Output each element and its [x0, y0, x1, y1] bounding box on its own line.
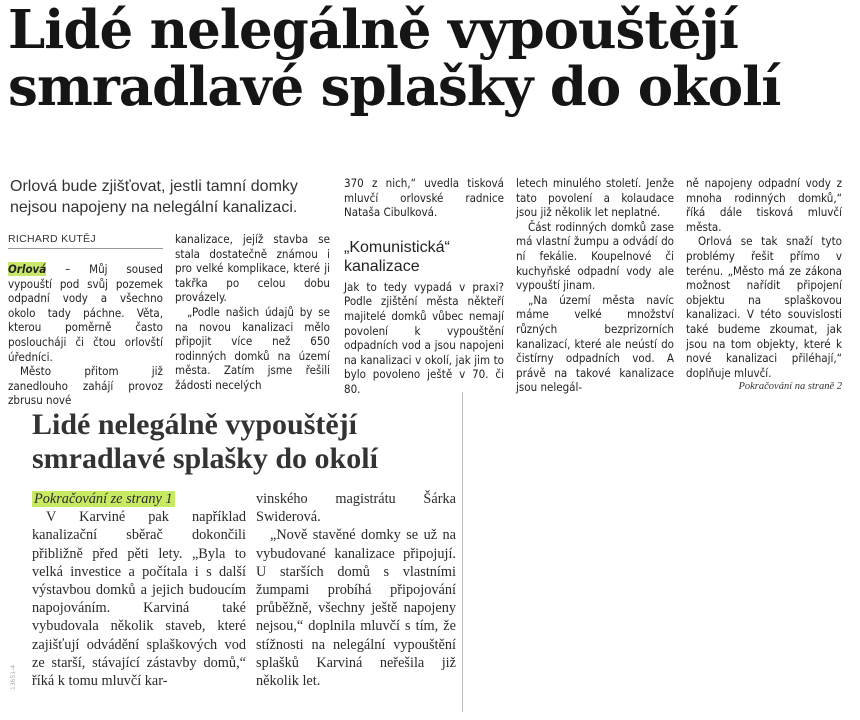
- article2-column-2: [256, 490, 456, 690]
- byline: RICHARD KUTĚJ: [8, 233, 96, 245]
- article2-column-2-paragraph-2: „Nově stavěné domky se už na vybudované kanalizace připojují. U starších domů s vlastními žumpami probíhá připojování průběžně, všechny ještě napojeny nejsou,“ doplnila mluvčí s tím, že stížnosti na nelegální vypouštění splašků Karviná neřešila již několik let.: [256, 527, 456, 690]
- continued-from-highlight: Pokračování ze strany 1: [34, 491, 173, 507]
- column-1-paragraph-1: [8, 262, 163, 364]
- article2-column-2-paragraph-1: vinského magistrátu Šárka Swiderová.: [256, 491, 456, 526]
- article-headline: [8, 2, 848, 116]
- column-3-paragraph-2: Jak to tedy vypadá v praxi? Podle zjištění města někteří majitelé domků vůbec nemají povolení k vypouštění odpadních vod a jsou napojeni na kanalizaci v okolí, jak jim to bylo povoleno ještě v 70. či 80.: [344, 279, 504, 396]
- continuation-headline-line-2: smradlavé splašky do okolí: [32, 442, 378, 475]
- article1-column-1: [8, 262, 163, 408]
- column-5-paragraph-1: ně napojeny odpadní vody z mnoha rodinných domků,“ říká dále tisková mluvčí města.: [686, 176, 842, 234]
- article1-column-5: [686, 176, 842, 395]
- column-4-paragraph-1: letech minulého století. Jenže tato povolení a kolaudace jsou již několik let neplatné.: [516, 176, 674, 220]
- headline-line-2: smradlavé splašky do okolí: [8, 56, 781, 118]
- column-2-paragraph-2: „Podle našich údajů by se na novou kanalizaci mělo připojit více než 650 rodinných domků na území města. Zatím jsme řešili žádosti necelých: [175, 304, 330, 392]
- article1-column-3: [344, 176, 504, 397]
- column-4-paragraph-3: „Na území města navíc máme velké množství různých bezprizorních kanalizací, které ale neústí do čistírny odpadních vod. A právě na takové kanalizace jsou nelegál-: [516, 292, 674, 395]
- column-3-paragraph-1: 370 z nich,“ uvedla tisková mluvčí orlovské radnice Nataša Cibulková.: [344, 176, 504, 220]
- column-1-paragraph-2: Město přitom již zanedlouho zahájí provoz zbrusu nové: [8, 364, 163, 408]
- column-5-paragraph-2: Orlová se tak snaží tyto problémy řešit přímo v terénu. „Město má ze zákona možnost nařídit připojení objektu na splaškovou kanalizaci. V této souvislosti také budeme zkoumat, jak jsou na tom objekty, které k nové kanalizaci přiléhají,“ doplňuje mluvčí.: [686, 234, 842, 380]
- continued-from-line: [32, 490, 246, 508]
- place-highlight: Orlová: [8, 262, 47, 276]
- column-1-text: – Můj soused vypouští pod svůj pozemek odpadní vody a všechno okolo tady páchne. Věta, kterou poměrně často posloucháji či čtou orlovští úředníci.: [8, 262, 163, 364]
- continuation-headline: [32, 408, 452, 476]
- article1-column-4: [516, 176, 674, 395]
- article2-column-1: [32, 490, 246, 690]
- article2-column-1-text: V Karviné pak například kanalizační sběrač dokončili přibližně před pěti lety. „Byla to velká investice a počítala i s další výstavbou domků a jejich budoucím napojováním. Karviná také vybudovala několik staveb, které zajišťují odvádění splaškových vod ze starší, stávající zástavby domů,“ říká k tomu mluvčí kar-: [32, 509, 246, 690]
- column-2-paragraph-1: kanalizace, jejíž stavba se stala dostatečně známou i pro velké komplikace, které ji takřka po celou dobu provázely.: [175, 232, 330, 305]
- article-lead: Orlová bude zjišťovat, jestli tamní domky nejsou napojeny na nelegální kanalizaci.: [10, 178, 298, 216]
- subheading: „Komunistická“ kanalizace: [344, 238, 450, 275]
- continued-on-page: Pokračování na straně 2: [738, 381, 842, 393]
- column-4-paragraph-2: Část rodinných domků zase má vlastní žumpu a odvádí do ní fekálie. Koupelnové či kuchyňské odpadní vody ale vypouští jinam.: [516, 219, 674, 293]
- column-divider: [462, 392, 463, 712]
- byline-divider: [8, 248, 163, 249]
- headline-line-1: Lidé nelegálně vypouštějí: [8, 0, 738, 61]
- side-mark: 13651-4: [10, 664, 17, 690]
- continuation-headline-line-1: Lidé nelegálně vypouštějí: [32, 408, 358, 441]
- article1-column-2: [175, 232, 330, 393]
